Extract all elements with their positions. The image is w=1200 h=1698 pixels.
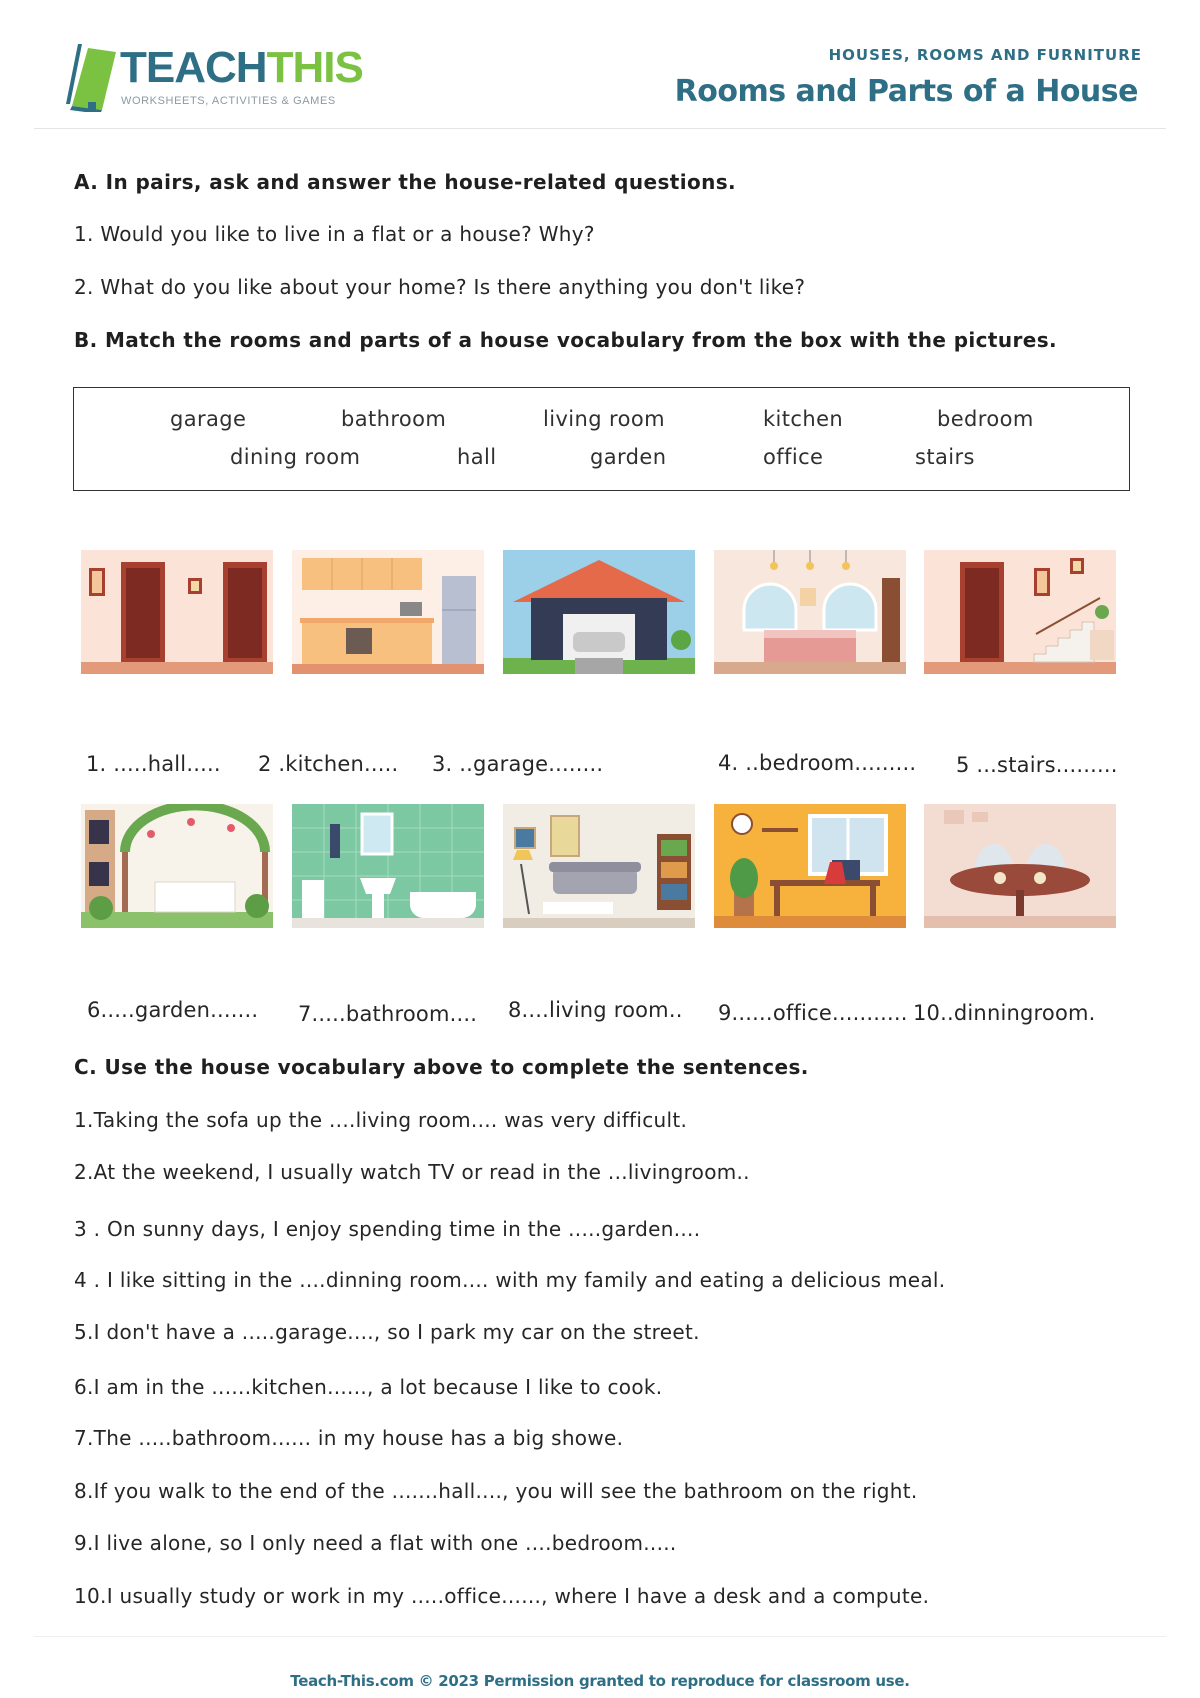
copyright-footer: Teach-This.com © 2023 Permission granted to reproduce for classroom use. xyxy=(290,1672,910,1690)
vocab-word-dining-room: dining room xyxy=(230,445,361,469)
vocabulary-box xyxy=(73,387,1130,491)
kitchen-picture xyxy=(292,550,484,674)
sentence-5: 5.I don't have a .....garage...., so I park my car on the street. xyxy=(74,1320,700,1344)
vocab-word-kitchen: kitchen xyxy=(763,407,844,431)
dining-room-picture xyxy=(924,804,1116,928)
section-b-heading: B. Match the rooms and parts of a house vocabulary from the box with the pictures. xyxy=(74,328,1058,352)
answer-5: 5 ...stairs......... xyxy=(956,753,1118,777)
vocab-word-bedroom: bedroom xyxy=(937,407,1034,431)
logo-tagline: WORKSHEETS, ACTIVITIES & GAMES xyxy=(121,95,336,107)
stairs-picture xyxy=(924,550,1116,674)
bathroom-picture xyxy=(292,804,484,928)
bedroom-picture xyxy=(714,550,906,674)
garden-picture xyxy=(81,804,273,928)
sentence-8: 8.If you walk to the end of the .......hall...., you will see the bathroom on the right. xyxy=(74,1479,918,1503)
sentence-2: 2.At the weekend, I usually watch TV or read in the ...livingroom.. xyxy=(74,1160,750,1184)
answer-7: 7.....bathroom.... xyxy=(298,1002,478,1026)
section-a-heading: A. In pairs, ask and answer the house-related questions. xyxy=(74,170,737,194)
sentence-6: 6.I am in the ......kitchen......, a lot because I like to cook. xyxy=(74,1375,663,1399)
sentence-1: 1.Taking the sofa up the ....living room.... was very difficult. xyxy=(74,1108,688,1132)
worksheet-topic: HOUSES, ROOMS AND FURNITURE xyxy=(828,46,1142,64)
book-logo-icon xyxy=(58,40,128,112)
answer-2: 2 .kitchen..... xyxy=(258,752,399,776)
living-room-picture xyxy=(503,804,695,928)
answer-6: 6.....garden....... xyxy=(87,998,259,1022)
logo-teach: TEACH xyxy=(120,43,267,92)
sentence-4: 4 . I like sitting in the ....dinning room.... with my family and eating a delicious meal. xyxy=(74,1268,946,1292)
vocab-word-living-room: living room xyxy=(543,407,665,431)
sentence-10: 10.I usually study or work in my .....office......, where I have a desk and a compute. xyxy=(74,1584,930,1608)
vocab-word-office: office xyxy=(763,445,824,469)
vocab-word-bathroom: bathroom xyxy=(341,407,447,431)
footer-divider xyxy=(34,1636,1166,1637)
logo-wordmark xyxy=(120,44,363,92)
answer-9: 9......office........... xyxy=(718,1001,908,1025)
vocab-word-hall: hall xyxy=(457,445,497,469)
sentence-7: 7.The .....bathroom...... in my house has a big showe. xyxy=(74,1426,624,1450)
section-c-heading: C. Use the house vocabulary above to complete the sentences. xyxy=(74,1055,809,1079)
logo-this: THIS xyxy=(266,43,363,92)
answer-10: 10..dinningroom. xyxy=(913,1001,1096,1025)
question-2: 2. What do you like about your home? Is there anything you don't like? xyxy=(74,275,806,299)
header-divider xyxy=(34,128,1166,129)
office-picture xyxy=(714,804,906,928)
hall-picture xyxy=(81,550,273,674)
answer-3: 3. ..garage........ xyxy=(432,752,604,776)
vocab-word-garage: garage xyxy=(170,407,247,431)
sentence-3: 3 . On sunny days, I enjoy spending time in the .....garden.... xyxy=(74,1217,701,1241)
answer-4: 4. ..bedroom......... xyxy=(718,751,917,775)
question-1: 1. Would you like to live in a flat or a house? Why? xyxy=(74,222,595,246)
garage-picture xyxy=(503,550,695,674)
vocab-word-stairs: stairs xyxy=(915,445,975,469)
vocab-word-garden: garden xyxy=(590,445,667,469)
sentence-9: 9.I live alone, so I only need a flat with one ....bedroom..... xyxy=(74,1531,677,1555)
worksheet-title: Rooms and Parts of a House xyxy=(674,74,1138,109)
answer-1: 1. .....hall..... xyxy=(86,752,221,776)
answer-8: 8....living room.. xyxy=(508,998,683,1022)
